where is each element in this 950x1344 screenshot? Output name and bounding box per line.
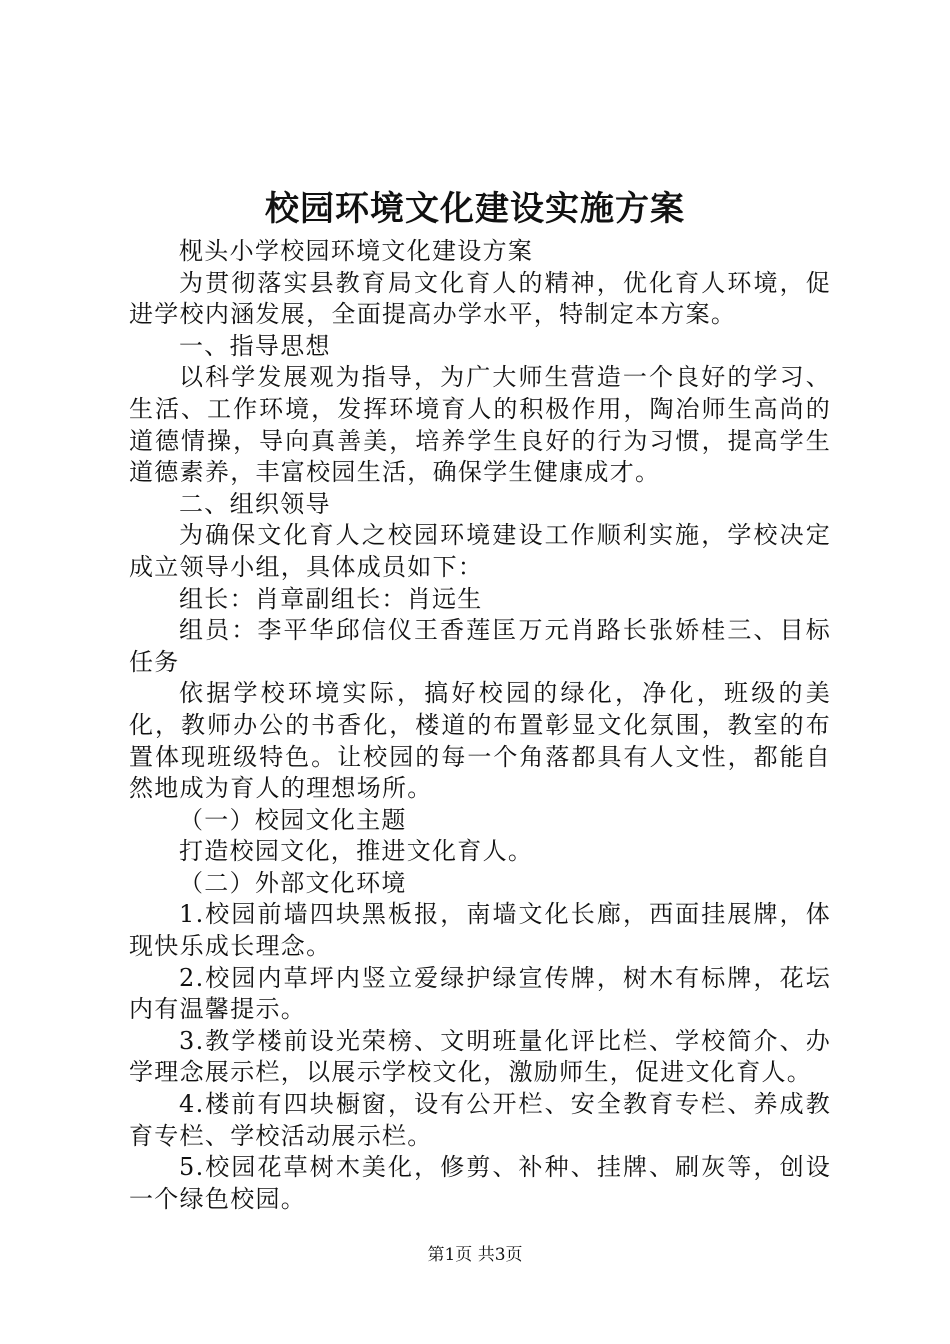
paragraph-theme: 打造校园文化，推进文化育人。 — [179, 837, 534, 866]
list-item-3: 3.教学楼前设光荣榜、文明班量化评比栏、学校简介、办学理念展示栏，以展示学校文化，激励师生，促进文化育人。 — [129, 1026, 831, 1087]
section-heading-guiding-ideology: 一、指导思想 — [179, 331, 331, 360]
list-item-4: 4.楼前有四块橱窗，设有公开栏、安全教育专栏、养成教育专栏、学校活动展示栏。 — [129, 1090, 831, 1150]
paragraph-intro: 为贯彻落实县教育局文化育人的精神，优化育人环境，促进学校内涵发展，全面提高办学水平，特制定本方案。 — [129, 268, 831, 329]
paragraph-goals: 依据学校环境实际，搞好校园的绿化，净化，班级的美化，教师办公的书香化，楼道的布置彰显文化氛围，教室的布置体现班级特色。让校园的每一个角落都具有人文性，都能自然地成为育人的理想场所。 — [129, 679, 831, 803]
paragraph-guiding-ideology: 以科学发展观为指导，为广大师生营造一个良好的学习、生活、工作环境，发挥环境育人的积极作用，陶冶师生高尚的道德情操，导向真善美，培养学生良好的行为习惯，提高学生道德素养，丰富校园生活，确保学生健康成才。 — [129, 363, 831, 487]
paragraph-organization: 为确保文化育人之校园环境建设工作顺利实施，学校决定成立领导小组，具体成员如下： — [129, 521, 831, 581]
subsection-heading-external-environment: （二）外部文化环境 — [179, 868, 407, 897]
paragraph-subtitle: 枧头小学校园环境文化建设方案 — [179, 237, 534, 265]
document-title: 校园环境文化建设实施方案 — [265, 189, 685, 229]
section-heading-organization: 二、组织领导 — [179, 489, 331, 518]
document-body — [129, 236, 831, 1215]
list-item-2: 2.校园内草坪内竖立爱绿护绿宣传牌，树木有标牌，花坛内有温馨提示。 — [129, 963, 831, 1024]
list-item-1: 1.校园前墙四块黑板报，南墙文化长廊，西面挂展牌，体现快乐成长理念。 — [129, 900, 831, 961]
list-item-5: 5.校园花草树木美化，修剪、补种、挂牌、刷灰等，创设一个绿色校园。 — [129, 1153, 831, 1213]
paragraph-members: 组员：李平华邱信仪王香莲匡万元肖路长张娇桂三、目标任务 — [129, 616, 831, 676]
paragraph-leaders: 组长：肖章副组长：肖远生 — [179, 584, 483, 613]
subsection-heading-theme: （一）校园文化主题 — [179, 805, 407, 834]
page-number-footer: 第1页 共3页 — [427, 1245, 523, 1265]
